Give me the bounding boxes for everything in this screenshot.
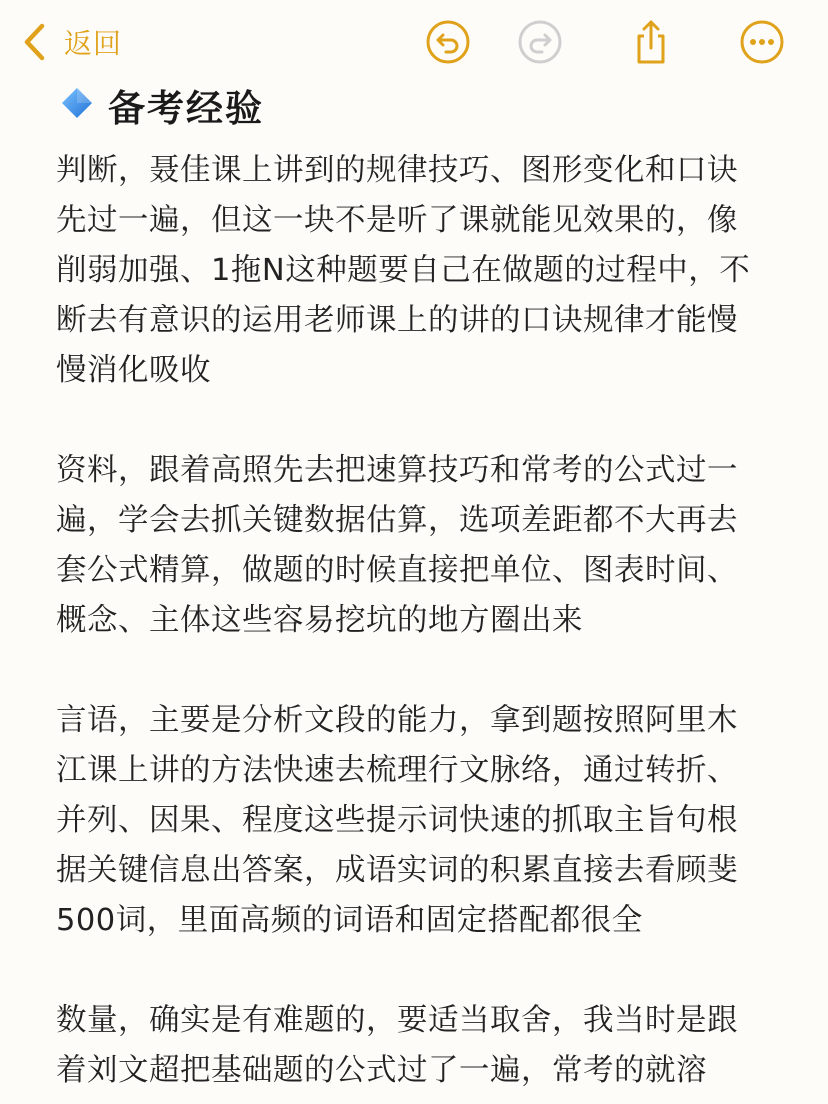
back-button[interactable]: [22, 20, 122, 64]
text-line: 言语，主要是分析文段的能力，拿到题按照阿里木: [56, 703, 738, 738]
text-line: 判断，聂佳课上讲到的规律技巧、图形变化和口诀: [56, 153, 738, 188]
text-line: 削弱加强、1拖N这种题要自己在做题的过程中，不: [56, 253, 751, 288]
blank-line: [56, 646, 796, 696]
text-line: 江课上讲的方法快速去梳理行文脉络，通过转折、: [56, 753, 738, 788]
text-line: 着刘文超把基础题的公式过了一遍，常考的就溶: [56, 1053, 707, 1088]
section-heading: [60, 78, 796, 132]
blank-line: [56, 946, 796, 996]
undo-icon: [424, 18, 472, 66]
text-line: 500词，里面高频的词语和固定搭配都很全: [56, 903, 643, 938]
text-line: 概念、主体这些容易挖坑的地方圈出来: [56, 603, 583, 638]
text-line: 断去有意识的运用老师课上的讲的口诀规律才能慢: [56, 303, 738, 338]
note-body[interactable]: [56, 78, 796, 1096]
chevron-left-icon: [22, 22, 46, 62]
redo-icon: [516, 18, 564, 66]
text-line: 套公式精算，做题的时候直接把单位、图表时间、: [56, 553, 738, 588]
paragraph-verbal: [56, 696, 796, 946]
text-line: 数量，确实是有难题的，要适当取舍，我当时是跟: [56, 1003, 738, 1038]
redo-button[interactable]: [516, 18, 564, 66]
share-icon: [627, 18, 675, 66]
paragraph-quantitative: [56, 996, 796, 1096]
blue-diamond-icon: [60, 86, 94, 124]
text-line: 并列、因果、程度这些提示词快速的抓取主旨句根: [56, 803, 738, 838]
more-button[interactable]: [738, 18, 786, 66]
paragraph-data-analysis: [56, 446, 796, 646]
undo-button[interactable]: [424, 18, 472, 66]
text-line: 据关键信息出答案，成语实词的积累直接去看顾斐: [56, 853, 738, 888]
paragraph-judgment: [56, 146, 796, 396]
text-line: 资料，跟着高照先去把速算技巧和常考的公式过一: [56, 453, 738, 488]
back-label: 返回: [64, 27, 123, 60]
share-button[interactable]: [627, 18, 675, 66]
more-icon: [738, 18, 786, 66]
section-title: 备考经验: [108, 87, 264, 130]
toolbar: [0, 0, 828, 84]
text-line: 慢消化吸收: [56, 353, 211, 388]
blank-line: [56, 396, 796, 446]
text-line: 遍，学会去抓关键数据估算，选项差距都不大再去: [56, 503, 738, 538]
text-line: 先过一遍，但这一块不是听了课就能见效果的，像: [56, 203, 738, 238]
